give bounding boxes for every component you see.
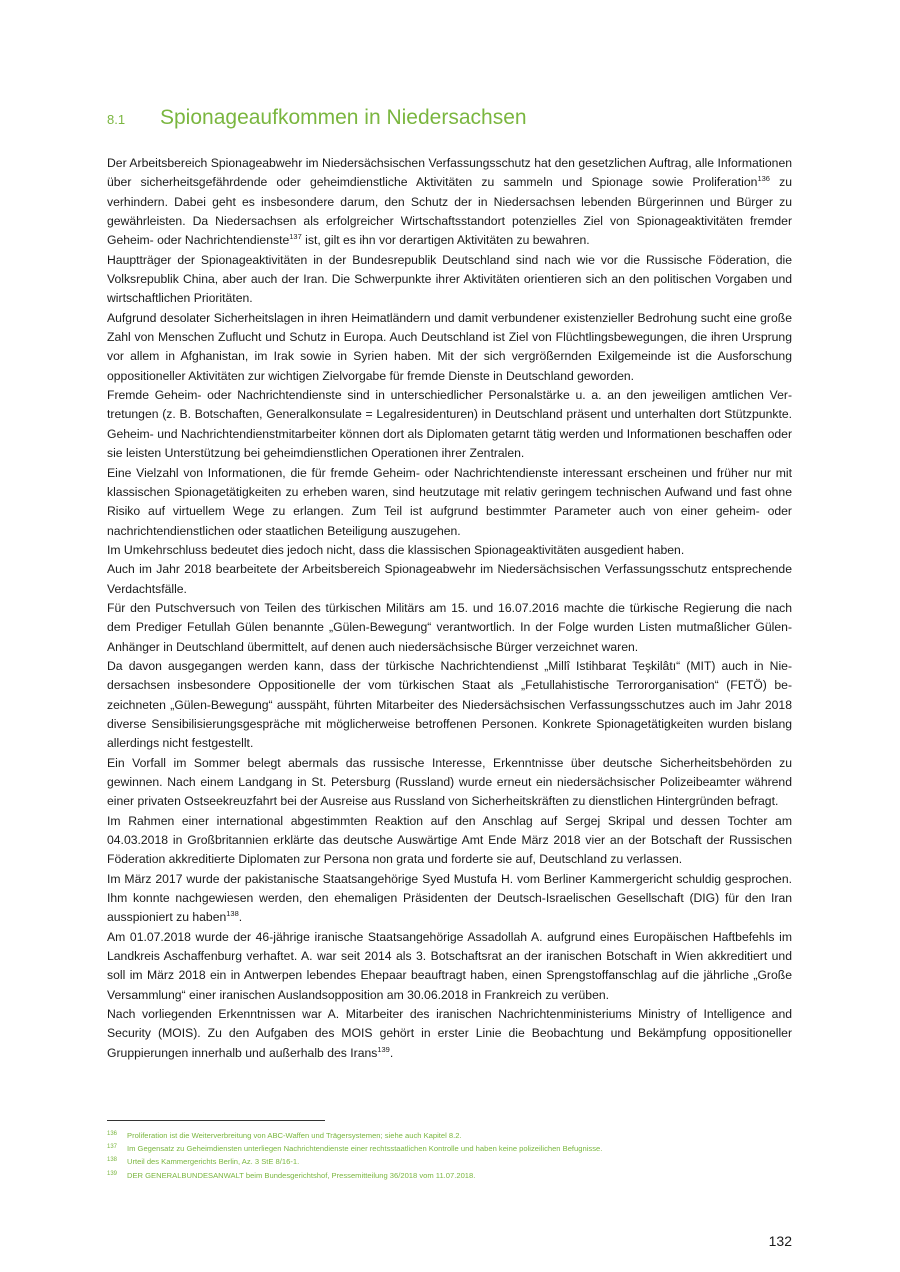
paragraph-text: ist, gilt es ihn vor derartigen Aktivitäten zu bewahren. <box>301 233 590 248</box>
body-paragraph <box>107 154 792 251</box>
footnote-text: Proliferation ist die Weiterverbreitung von ABC-Waffen und Trägersystemen; siehe auch Kapitel 8.2. <box>127 1131 462 1140</box>
paragraph-text: . <box>238 910 243 925</box>
footnote-reference: 138 <box>226 909 239 919</box>
body-paragraph <box>107 657 792 754</box>
body-paragraph <box>107 464 792 541</box>
body-paragraph <box>107 560 792 599</box>
footnote-text: Im Gegensatz zu Geheimdiensten unterliegen Nachrichtendienste einer rechtsstaatlichen Kontrolle und haben keine polizeilichen Befugnisse. <box>127 1144 603 1154</box>
body-paragraph <box>107 309 792 386</box>
footnote-number: 136 <box>107 1131 118 1137</box>
paragraph-text: Im Rahmen einer international abgestimmten Reaktion auf den Anschlag auf Sergej Skripal und dessen Tochter am 04.03.2018 in Großbritannien erklärte das deutsche Auswärtige Amt Ende März 2018 vier an der Botschaft der Russischen Föderation akkreditierte Diplomaten zur Persona non grata und forderte sie auf, Deutschland zu verlassen. <box>107 813 792 867</box>
footnote-text: Urteil des Kammergerichts Berlin, Az. 3 StE 8/16-1. <box>127 1157 300 1167</box>
footnote-separator <box>107 1120 325 1121</box>
footnote-number: 139 <box>107 1170 118 1177</box>
footnote-number: 137 <box>107 1144 118 1151</box>
footnote-text: DER GENERALBUNDESANWALT beim Bundesgerichtshof, Pressemitteilung 36/2018 vom 11.07.2018. <box>127 1170 476 1180</box>
paragraph-text: . <box>389 1045 394 1060</box>
paragraph-text: Für den Putschversuch von Teilen des türkischen Militärs am 15. und 16.07.2016 machte die türkische Regierung die nach dem Prediger Fetullah Gülen benannte „Gülen-Bewegung“ verantwortlich. In der Folge wurden Listen mutmaßlicher Gülen-Anhänger in Deutschland übermittelt, auf denen auch niedersächsische Bürger verzeichnet waren. <box>107 600 792 654</box>
paragraph-text: Eine Vielzahl von Informationen, die für fremde Geheim- oder Nachrichtendienste interessant erscheinen und früher nur mit klassischen Spionagetätigkeiten zu erheben waren, sind heutzutage mit relativ geringem technischen Aufwand und fast ohne Risiko auf virtuellem Wege zu erlangen. Zum Teil ist aufgrund bestimmter Parameter auch von einer geheim- oder nachrichtendienstlichen oder staatlichen Beteiligung auszugehen. <box>107 465 792 538</box>
paragraph-text: Hauptträger der Spionageaktivitäten in der Bundesrepublik Deutschland sind nach wie vor die Russische Föderation, die Volksrepublik China, aber auch der Iran. Die Schwerpunkte ihrer Aktivitäten orientieren sich an den politischen Vorgaben und wirtschaftlichen Prioritäten. <box>107 252 792 306</box>
body-paragraph <box>107 812 792 870</box>
footnotes <box>107 1129 807 1182</box>
paragraph-text: Nach vorliegenden Erkenntnissen war A. Mitarbeiter des iranischen Nachrichtenministeriums Ministry of Intelligence and Security (MOIS). Zu den Aufgaben des MOIS gehört in erster Linie die Beobachtung und Bekämpfung oppositioneller Gruppierungen innerhalb und außerhalb des Irans <box>107 1007 792 1060</box>
body-paragraph <box>107 754 792 812</box>
footnote <box>107 1142 807 1155</box>
paragraph-text: Am 01.07.2018 wurde der 46-jährige iranische Staatsangehörige Assadollah A. aufgrund eines Europäischen Haftbefehls im Landkreis Aschaffenburg verhaftet. A. war seit 2014 als 3. Botschaftsrat an der iranischen Botschaft in Wien akkreditiert und soll im März 2018 ein in Antwerpen lebendes Ehepaar beauftragt haben, einen Sprengstoffanschlag auf die jährliche „Große Versammlung“ einer iranischen Auslandsopposition am 30.06.2018 in Frankreich zu verüben. <box>107 929 792 1002</box>
paragraph-text: zu verhindern. Dabei geht es insbesondere darum, den Schutz der in Niedersachsen lebenden Bürgerinnen und Bürger zu gewährleisten. Da Niedersachsen als erfolgreicher Wirtschaftsstandort potenzielles Ziel von Spionageaktivitäten fremder Geheim- oder Nachrichtendienste <box>107 175 792 248</box>
paragraph-text: Fremde Geheim- oder Nachrichtendienste sind in unterschiedlicher Personalstärke u. a. an den jeweiligen amtlichen Vertretungen (z. B. Botschaften, Generalkonsulate = Legalresidenturen) in Deutschland präsent und unterhalten dort Stützpunkte. Geheim- und Nachrichtendienstmitarbeiter können dort als Diplomaten getarnt tätig werden und Informationen beschaffen oder sie leisten Unterstützung bei geheimdienstlichen Operationen ihrer Zentralen. <box>107 388 792 461</box>
paragraph-text: Da davon ausgegangen werden kann, dass der türkische Nachrichtendienst „Millî Istihbarat Teşkilâtı“ (MIT) auch in Niedersachsen insbesondere Oppositionelle der vom türkischen Staat als „Fetullahistische Terrororganisation“ (FETÖ) bezeichneten „Gülen-Bewegung“ ausspäht, führten Mitarbeiter des Niedersächsischen Verfassungsschutzes auch im Jahr 2018 diverse Sensibilisierungsgespräche mit möglicherweise betroffenen Personen. Konkrete Spionagetätigkeiten wurden bislang allerdings nicht festgestellt. <box>107 658 792 751</box>
footnote <box>107 1169 807 1182</box>
page-number: 132 <box>768 1233 792 1249</box>
section-number: 8.1 <box>107 112 126 127</box>
footnote <box>107 1129 807 1142</box>
paragraph-text: Ein Vorfall im Sommer belegt abermals das russische Interesse, Erkenntnisse über deutsche Sicherheitsbehörden zu gewinnen. Nach einem Landgang in St. Petersburg (Russland) wurde erneut ein niedersächsischer Polizeibeamter während einer privaten Ostseekreuzfahrt bei der Ausreise aus Russland von Sicherheitskräften zu dienstlichen Hintergründen befragt. <box>107 755 792 809</box>
body-text <box>107 154 792 1063</box>
body-paragraph <box>107 251 792 309</box>
section-heading <box>107 106 807 130</box>
footnote <box>107 1155 807 1168</box>
body-paragraph <box>107 541 792 560</box>
body-paragraph <box>107 870 792 928</box>
paragraph-text: Der Arbeitsbereich Spionageabwehr im Niedersächsischen Verfassungsschutz hat den gesetzlichen Auftrag, alle Informationen über sicherheitsgefährdende oder geheimdienstliche Aktivitäten zu sammeln und Spionage sowie Proliferation <box>107 156 792 190</box>
footnote-reference: 136 <box>757 174 770 184</box>
paragraph-text: Aufgrund desolater Sicherheitslagen in ihren Heimatländern und damit verbundener existenzieller Bedrohung sucht eine große Zahl von Menschen Zuflucht und Schutz in Europa. Auch Deutschland ist Ziel von Flüchtlingsbewegungen, die ihren Ursprung vor allem in Afghanistan, im Irak sowie in Syrien haben. Mit der sich vergrößernden Exilgemeinde ist die Ausforschung oppositioneller Aktivitäten zur wichtigen Zielvorgabe für fremde Dienste in Deutschland geworden. <box>107 310 792 383</box>
body-paragraph <box>107 928 792 1005</box>
paragraph-text: Im Umkehrschluss bedeutet dies jedoch nicht, dass die klassischen Spionageaktivitäten ausgedient haben. <box>107 542 685 557</box>
body-paragraph <box>107 1005 792 1063</box>
body-paragraph <box>107 386 792 463</box>
section-title: Spionageaufkommen in Niedersachsen <box>160 106 527 129</box>
footnote-reference: 137 <box>289 232 302 242</box>
paragraph-text: Im März 2017 wurde der pakistanische Staatsangehörige Syed Mustufa H. vom Berliner Kammergericht schuldig gesprochen. Ihm konnte nachgewiesen werden, den ehemaligen Präsidenten der Deutsch-Israelischen Gesellschaft (DIG) für den Iran ausspioniert zu haben <box>107 871 792 925</box>
footnote-number: 138 <box>107 1157 118 1164</box>
body-paragraph <box>107 599 792 657</box>
paragraph-text: Auch im Jahr 2018 bearbeitete der Arbeitsbereich Spionageabwehr im Niedersächsischen Verfassungsschutz entsprechende Verdachtsfälle. <box>107 562 792 596</box>
footnote-reference: 139 <box>377 1044 390 1054</box>
